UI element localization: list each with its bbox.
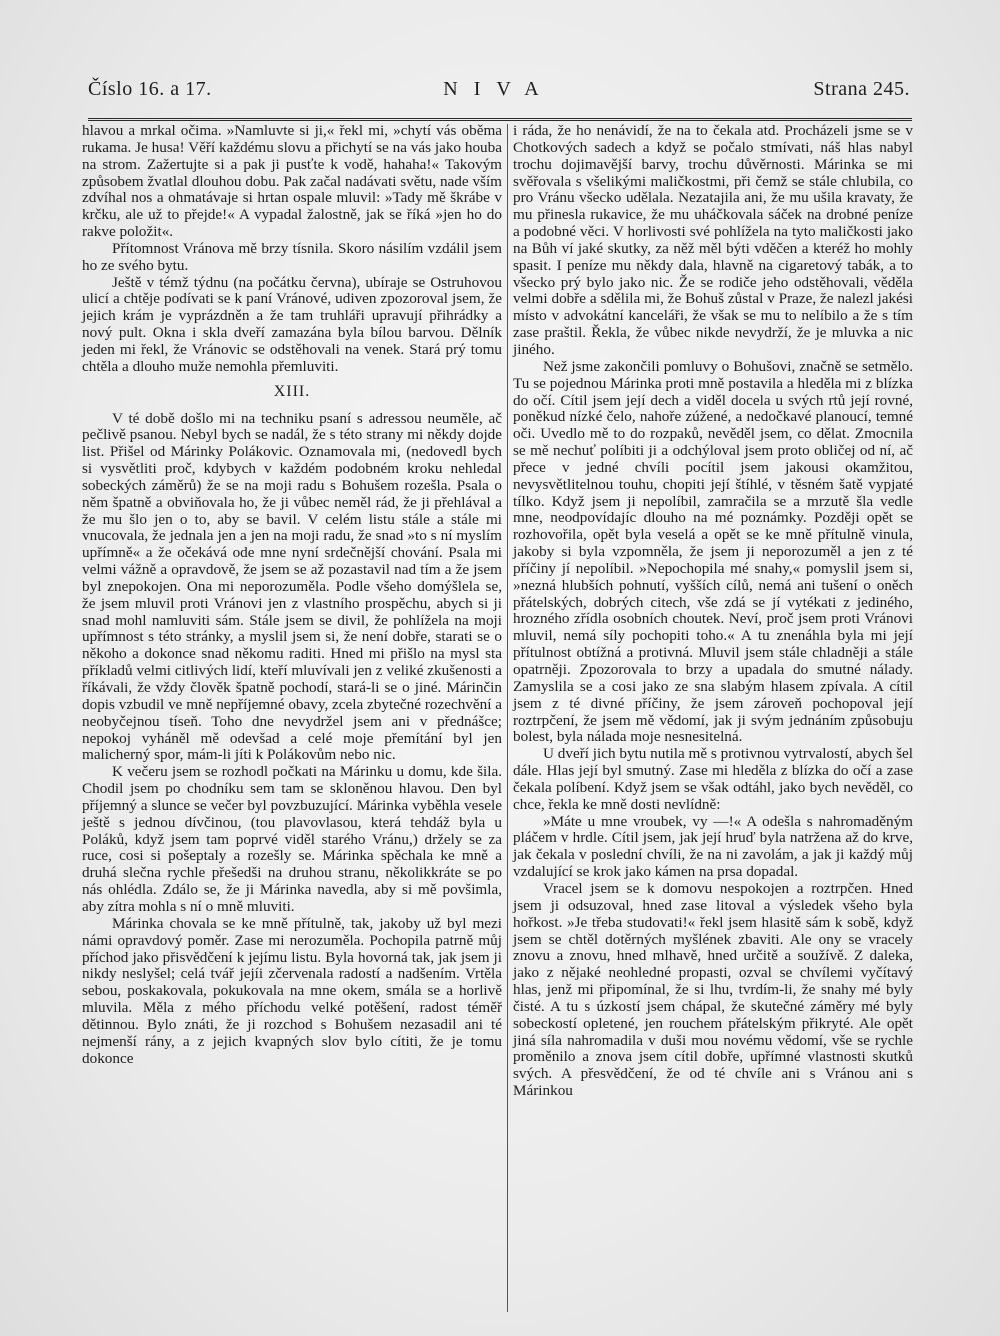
paragraph: hlavou a mrkal očima. »Namluvte si ji,« řekl mi, »chytí vás oběma rukama. Je husa! Věří každému slovu a přichytí se na vás jako houba na strom. Zažertujte si a pak ji pusťte k vodě, hahaha!« Takovým způsobem žvatlal dlouhou dobu. Pak začal nadávati světu, nade vším zdvíhal nos a ohmatávaje si hrtan ospale mluvil: »Tady mě škrábe v krčku, ale už to přejde!« A vypadal žalostně, jak se říká »jen ho do rakve položit«. [82,122,502,241]
paragraph: Márinka chovala se ke mně přítulně, tak, jakoby už byl mezi námi opravdový poměr. Zase mi nerozuměla. Pochopila patrně můj příchod jako přisvědčení k jejímu listu. Byla hovorná tak, jak jsem ji nikdy neslyšel; celá tvář jejíi zčervenala radostí a nadšením. Vrtěla sebou, poskakovala, pokukovala na mne okem, smála se a horlivě mluvila. Měla z mého příchodu velké potěšení, radost téměř dětinnou. Bylo znáti, že ji rozchod s Bohušem nezasadil ani té nejmenší rány, a z jejich kvapných slov bylo cítiti, že je tomu dokonce [82,914,502,1067]
left-column [82,123,502,1067]
paragraph: Ještě v témž týdnu (na počátku června), ubíraje se Ostruhovou ulicí a chtěje podívati se k paní Vránové, udiven zpozoroval jsem, že jejich krám je vyprázdněn a že tam truhláři upravují přihrádky a nový pult. Okna i skla dveří zamazána byla bílou barvou. Dělník jeden mi řekl, že Vránovic se odstěhovali na venek. Stará prý tomu chtěla a dlouho muže nemohla přemluviti. [82,273,502,375]
paragraph: U dveří jich bytu nutila mě s protivnou vytrvalostí, abych šel dále. Hlas její byl smutný. Zase mi hleděla z blízka do očí a zase čekala políbení. Když jsem se však odtáhl, jako bych nevěděl, co chce, řekla ke mně dosti nevlídně: [513,745,913,813]
right-column [513,123,913,1100]
header-rule [88,118,912,121]
paragraph: »Máte u mne vroubek, vy —!« A odešla s nahromaděným pláčem v hrdle. Cítil jsem, jak její hruď byla natržena až do krve, jak čekala v poslední chvíli, že na ni zavolám, a jak ji každý můj vzdalující se krok jako kámen na prsa dopadal. [513,812,913,881]
page-number: Strana 245. [813,78,910,100]
page-header [88,72,910,106]
periodical-title: NIVA [443,78,555,100]
chapter-heading: XIII. [273,382,311,400]
paragraph: Než jsme zakončili pomluvy o Bohušovi, značně se setmělo. Tu se pojednou Márinka proti mně postavila a hleděla mi z blízka do očí. Cítil jsem její dech a viděl docela u svých rtů její rovné, poněkud nízké čelo, nahoře zúžené, a nedočkavé planoucí, temné oči. Uvedlo mě to do rozpaků, nevěděl jsem, co dělat. Zmocnila se mě nechuť políbiti ji a odchýloval jsem proto obličej od ní, ač přece v jedné chvíli pocítil jsem jakousi okamžitou, nevysvětlitelnou touhu, chopiti její štíhlé, v těsném šatě vypjaté tílko. Když jsem ji nepolíbil, zamračila se a mrzutě šla vedle mne, neodpovídajíc dlouho na mé poznámky. Později opět se rozhovořila, opět byla veselá a opět se ke mně přítulně vinula, jakoby si byla vzpomněla, že jsem ji neporozuměl a jen z té příčiny jí nepolíbil. »Nepochopila mé snahy,« pomyslil jsem si, »nezná hlubších pohnutí, vyšších cílů, nemá ani tušení o oněch přátelských, dobrých citech, vše zdá se jí vytékati z jediného, hrozného zřídla osobních choutek. Neví, proč jsem proti Vránovi mluvil, nemá síly pochopiti toho.« A tu znenáhla byla mi její přítulnost obtížná a protivná. Mluvil jsem stále chladněji a stále opatrněji. Zpozorovala to brzy a upadala do smutné nálady. Zamyslila se a cosi jako ze sna slabým hlasem zpívala. A cítil jsem z té divné příčiny, že jsem zároveň pochopoval její roztrpčení, že jsem mě vědomí, jak ji svým jednáním způsobuju bolest, byla nálada moje nesnesitelná. [513,357,913,746]
issue-number: Číslo 16. a 17. [88,78,212,100]
paragraph: K večeru jsem se rozhodl počkati na Márinku u domu, kde šila. Chodil jsem po chodníku sem tam se skloněnou hlavou. Den byl příjemný a slunce se večer byl povzbuzující. Márinka vyběhla vesele ještě s jednou dívčinou, (tou plavovlasou, která tehdáž byla u Poláků, když jsem tam poprvé viděl starého Vránu,) držely se za ruce, cosi si pošeptaly a rozešly se. Márinka spěchala ke mně a druhá slečna rychle přešedši na druhou stranu, několikkráte se po nás ohlédla. Zdálo se, že ji Márinka navedla, aby si mě povšimla, aby zítra mohla s ní o mně mluviti. [82,763,502,915]
column-divider [507,124,508,1312]
paragraph: V té době došlo mi na techniku psaní s adressou neuměle, ač pečlivě psanou. Nebyl bych se nadál, že s této strany mi někdy dojde list. Přišel od Márinky Polákovic. Oznamovala mi, (nedovedl bych si vysvětliti proč, kdybych v každém podobném kroku nehledal sobeckých záměrů) že se na moji radu s Bohušem rozešla. Psala o něm špatně a obviňovala ho, že ji vůbec neměl rád, že ji přehlával a že mu šlo jen o to, aby se bavil. V celém listu stále a stále mi vnucovala, že jednala jen a jen na moji radu, že snad »to s ní myslím upřímně« a že očekává ode mne nyní srdečnější chování. Psala mi velmi vážně a opravdově, že jsem se až pozastavil nad tím a že jsem byl znepokojen. Ona mi neporozuměla. Podle všeho domýšlela se, že jsem mluvil proti Vránovi jen z vlastního prospěchu, abych si ji snad mohl namluviti sám. Stále jsem se divil, že pohlížela na moji upřímnost s této stránky, a myslil jsem si, že není dobře, starati se o někoho a dokonce snad někomu raditi. Hned mi přišlo na mysl sta příkladů velmi citlivých lidí, kteří mluvívali jen z veliké zkušenosti a říkávali, že vždy člověk špatně pochodí, stará-li se o jiné. Márinčin dopis vzbudil ve mně nepříjemné obavy, zcela zbytečné rozechvění a neobyčejnou tíseň. Toho dne nevydržel jsem ani v přednášce; nepokoj vyháněl mě odevšad a celé moje přemítání byl jen malicherný spor, mám-li jíti k Polákovům nebo nic. [82,409,502,764]
paragraph: Vracel jsem se k domovu nespokojen a roztrpčen. Hned jsem ji odsuzoval, hned zase litoval a výsledek všeho byla hořkost. »Je třeba studovati!« řekl jsem hlasitě sám k sobě, když jsem se chtěl dotěrných myšlének zbaviti. Ale ony se vracely znovu a znovu, hned mlhavě, hned určitě a soužívě. Z daleka, jako z nějaké neohledné propasti, ozval se chvílemi vyčítavý hlas, jenž mi připomínal, že si lhu, tvrdím-li, že snahy mé byly čisté. A tu s úzkostí jsem chápal, že skutečné záměry mé byly sobeckostí opletené, jen rouchem přátelským přikryté. Ale opět jiná síla nahromadila v duši mou novému vědomí, vše se rychle proměnilo a znova jsem cítil dobře, upřímné vlastnosti skutků svých. A přesvědčení, že od té chvíle ani s Vránou ani s Márinkou [513,879,913,1100]
paragraph: i ráda, že ho nenávidí, že na to čekala atd. Procházeli jsme se v Chotkových sadech a když se počalo stmívati, náš hlas nabyl trochu dojimavější barvy, trochu důvěrnosti. Márinka se mi svěřovala s všelikými maličkostmi, při čemž se stále chlubila, co pro Vránu všecko udělala. Nezatajila ani, že mu ušila kravaty, že mu přinesla rukavice, že mu uháčkovala sáček na drobné peníze a podobné věci. V horlivosti své pohlížela na tyto maličkosti jako na Bůh ví jaké skutky, za něž měl býti vděčen a kteréž ho mohly spasit. I peníze mu někdy dala, hlavně na cigaretový tabák, a to všecko prý bylo jako nic. Že se rodiče jeho odstěhovali, věděla velmi dobře a sdělila mi, že Bohuš zůstal v Praze, že nalezl jakési místo v advokátní kanceláři, že však se mu to nelíbilo a že s tím zase praštil. Řekla, že vůbec nikde nevydrží, že je mluvka a nic jiného. [513,122,913,358]
paragraph: Přítomnost Vránova mě brzy tísnila. Skoro násilím vzdálil jsem ho ze svého bytu. [82,239,502,274]
